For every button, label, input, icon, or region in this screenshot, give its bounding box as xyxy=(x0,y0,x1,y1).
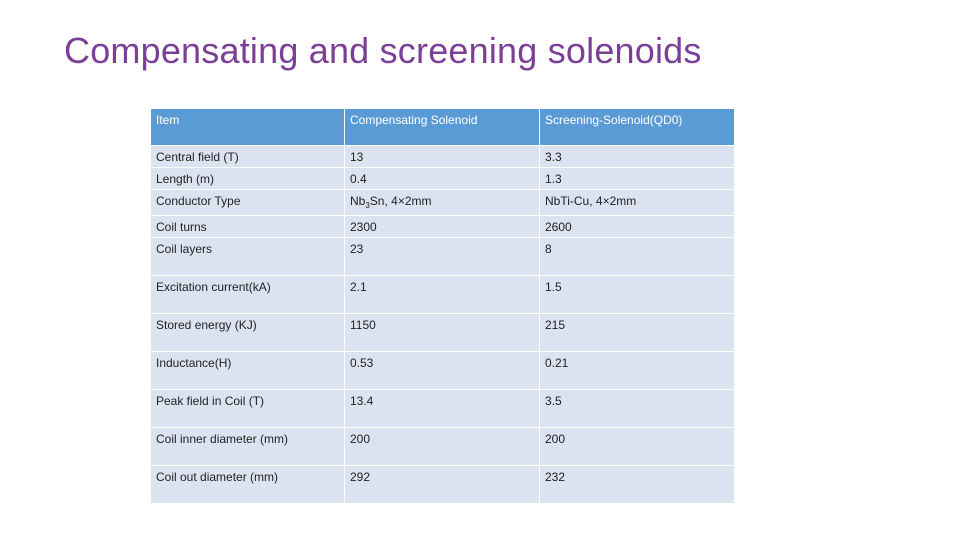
cell-screening: 215 xyxy=(540,314,735,352)
table-header-row xyxy=(151,109,735,146)
table-row xyxy=(151,466,735,504)
cell-compensating: 23 xyxy=(345,238,540,276)
cell-screening: NbTi-Cu, 4×2mm xyxy=(540,190,735,216)
cell-compensating: 2300 xyxy=(345,216,540,238)
cell-compensating: 13 xyxy=(345,146,540,168)
cell-screening: 3.3 xyxy=(540,146,735,168)
slide-title: Compensating and screening solenoids xyxy=(64,30,702,71)
table-row xyxy=(151,428,735,466)
cell-screening: 200 xyxy=(540,428,735,466)
cell-label: Stored energy (KJ) xyxy=(151,314,345,352)
cell-label: Conductor Type xyxy=(151,190,345,216)
cell-compensating xyxy=(345,190,540,216)
header-compensating-solenoid: Compensating Solenoid xyxy=(345,109,540,146)
cell-label: Coil inner diameter (mm) xyxy=(151,428,345,466)
cell-compensating: 0.53 xyxy=(345,352,540,390)
cell-compensating: 2.1 xyxy=(345,276,540,314)
cell-screening: 8 xyxy=(540,238,735,276)
cell-label: Coil layers xyxy=(151,238,345,276)
table-row xyxy=(151,216,735,238)
cell-label: Peak field in Coil (T) xyxy=(151,390,345,428)
cell-screening: 3.5 xyxy=(540,390,735,428)
cell-screening: 232 xyxy=(540,466,735,504)
table-row xyxy=(151,390,735,428)
cell-screening: 1.3 xyxy=(540,168,735,190)
solenoid-parameters-table xyxy=(150,108,735,504)
cell-screening: 2600 xyxy=(540,216,735,238)
table-row xyxy=(151,168,735,190)
table-row xyxy=(151,276,735,314)
header-item: Item xyxy=(151,109,345,146)
table-row xyxy=(151,190,735,216)
cell-compensating: 200 xyxy=(345,428,540,466)
cell-compensating: 13.4 xyxy=(345,390,540,428)
table-row xyxy=(151,352,735,390)
conductor-type-compensating: $Nb_3Sn$, 4×2mm xyxy=(350,194,432,210)
cell-label: Length (m) xyxy=(151,168,345,190)
cell-compensating: 292 xyxy=(345,466,540,504)
cell-label: Coil turns xyxy=(151,216,345,238)
cell-label: Excitation current(kA) xyxy=(151,276,345,314)
cell-screening: 1.5 xyxy=(540,276,735,314)
header-screening-solenoid: Screening-Solenoid(QD0) xyxy=(540,109,735,146)
cell-compensating: 0.4 xyxy=(345,168,540,190)
table-row xyxy=(151,238,735,276)
cell-screening: 0.21 xyxy=(540,352,735,390)
cell-label: Coil out diameter (mm) xyxy=(151,466,345,504)
cell-label: Central field (T) xyxy=(151,146,345,168)
cell-label: Inductance(H) xyxy=(151,352,345,390)
table-row xyxy=(151,146,735,168)
cell-compensating: 1150 xyxy=(345,314,540,352)
table-row xyxy=(151,314,735,352)
